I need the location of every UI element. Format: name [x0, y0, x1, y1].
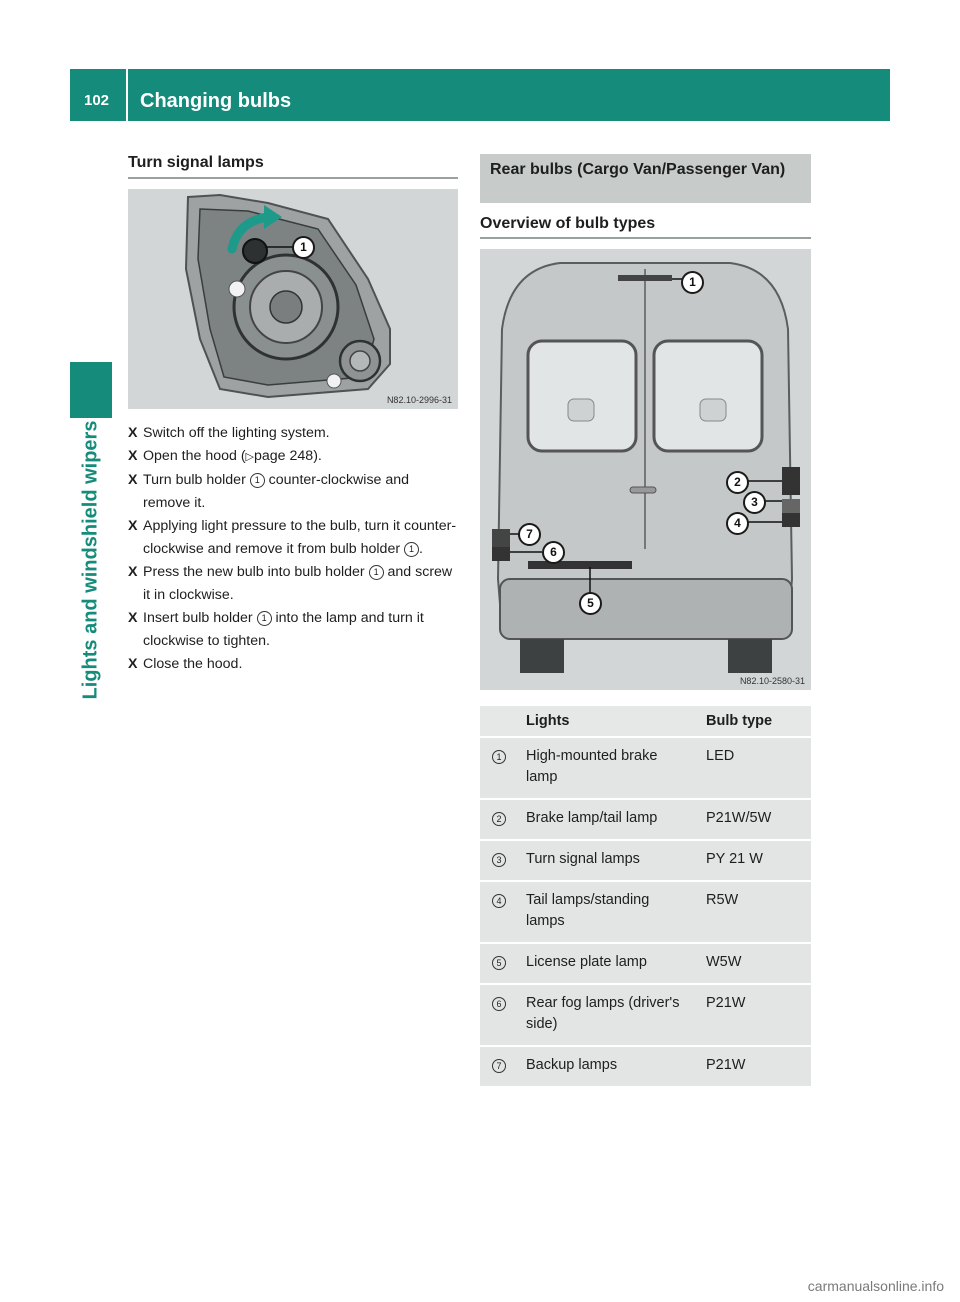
step-text: and screw it in clockwise. [143, 564, 453, 603]
row-callout-number: 5 [492, 956, 506, 970]
row-callout-number: 7 [492, 1059, 506, 1073]
overview-rule [480, 237, 811, 239]
inline-callout-1: 1 [404, 542, 419, 557]
instruction-step [128, 515, 460, 561]
page-title: Changing bulbs [140, 90, 292, 112]
page-ref-arrow-icon: ▷ [245, 451, 255, 463]
headlamp-figure [128, 189, 458, 409]
bulb-type-cell: PY 21 W [698, 841, 811, 880]
chapter-tab-marker [70, 362, 112, 418]
col-header-number [480, 706, 518, 736]
inline-callout-1: 1 [250, 473, 265, 488]
instruction-step [128, 607, 460, 653]
step-bullet: X [128, 448, 138, 464]
row-callout-number: 2 [492, 812, 506, 826]
lights-cell: License plate lamp [518, 944, 698, 983]
instruction-step [128, 422, 460, 445]
figure-code: N82.10-2996-31 [386, 395, 452, 405]
lights-cell: High-mounted brake lamp [518, 738, 698, 798]
callout-1: 1 [681, 271, 704, 294]
lights-cell: Tail lamps/standing lamps [518, 882, 698, 942]
row-number-cell [480, 882, 518, 942]
row-callout-number: 1 [492, 750, 506, 764]
heading-rule [128, 177, 458, 179]
col-header-lights: Lights [518, 706, 698, 736]
figure-code: N82.10-2580-31 [739, 676, 805, 686]
table-row [480, 985, 811, 1045]
table-row [480, 841, 811, 880]
step-text: . [419, 541, 423, 557]
step-bullet: X [128, 656, 138, 672]
watermark: carmanualsonline.info [807, 1278, 944, 1294]
bulb-type-cell: R5W [698, 882, 811, 942]
step-text: Open the hood ( [143, 448, 246, 464]
row-number-cell [480, 738, 518, 798]
row-number-cell [480, 985, 518, 1045]
step-text: counter-clockwise and remove it. [143, 472, 410, 511]
step-bullet: X [128, 610, 138, 626]
callout-5: 5 [579, 592, 602, 615]
row-number-cell [480, 800, 518, 839]
bulb-type-cell: P21W/5W [698, 800, 811, 839]
step-text: Applying light pressure to the bulb, turn it counter-clockwise and remove it from bulb holder [143, 518, 457, 557]
table-row [480, 738, 811, 798]
callout-3: 3 [743, 491, 766, 514]
bulb-type-cell: LED [698, 738, 811, 798]
step-bullet: X [128, 564, 138, 580]
inline-callout-1: 1 [369, 565, 384, 580]
header-divider [126, 69, 128, 121]
instruction-step [128, 561, 460, 607]
inline-callout-1: 1 [257, 611, 272, 626]
bulb-type-cell: P21W [698, 1047, 811, 1086]
row-callout-number: 4 [492, 894, 506, 908]
bulb-type-cell: P21W [698, 985, 811, 1045]
chapter-tab-label: Lights and windshield wipers [79, 420, 102, 700]
instruction-step [128, 445, 460, 469]
col-header-bulb-type: Bulb type [698, 706, 811, 736]
callout-6: 6 [542, 541, 565, 564]
instruction-steps [128, 422, 460, 676]
overview-heading: Overview of bulb types [480, 215, 656, 232]
table-row [480, 800, 811, 839]
row-callout-number: 6 [492, 997, 506, 1011]
step-bullet: X [128, 472, 138, 488]
van-rear-figure [480, 249, 811, 690]
table-header-row [480, 706, 811, 736]
step-text: Turn bulb holder [143, 472, 250, 488]
lights-cell: Turn signal lamps [518, 841, 698, 880]
step-text: page 248). [254, 448, 322, 464]
lights-cell: Backup lamps [518, 1047, 698, 1086]
callout-2: 2 [726, 471, 749, 494]
row-number-cell [480, 841, 518, 880]
step-text: Insert bulb holder [143, 610, 257, 626]
callout-4: 4 [726, 512, 749, 535]
callout-1: 1 [292, 236, 315, 259]
page-number: 102 [84, 92, 110, 109]
step-text: into the lamp and turn it clockwise to tighten. [143, 610, 424, 649]
turn-signal-heading: Turn signal lamps [128, 154, 264, 171]
table-row [480, 882, 811, 942]
row-callout-number: 3 [492, 853, 506, 867]
bulb-types-table [480, 704, 811, 1088]
lights-cell: Brake lamp/tail lamp [518, 800, 698, 839]
row-number-cell [480, 944, 518, 983]
table-row [480, 1047, 811, 1086]
headlamp-illustration [128, 189, 458, 409]
step-text: Switch off the lighting system. [143, 425, 330, 441]
row-number-cell [480, 1047, 518, 1086]
instruction-step [128, 469, 460, 515]
van-rear-illustration [480, 249, 811, 690]
step-text: Close the hood. [143, 656, 243, 672]
step-bullet: X [128, 425, 138, 441]
step-bullet: X [128, 518, 138, 534]
callout-7: 7 [518, 523, 541, 546]
section-title-box [480, 154, 811, 203]
step-text: Press the new bulb into bulb holder [143, 564, 369, 580]
section-title: Rear bulbs (Cargo Van/Passenger Van) [490, 161, 786, 178]
bulb-type-cell: W5W [698, 944, 811, 983]
table-row [480, 944, 811, 983]
instruction-step [128, 653, 460, 676]
lights-cell: Rear fog lamps (driver's side) [518, 985, 698, 1045]
